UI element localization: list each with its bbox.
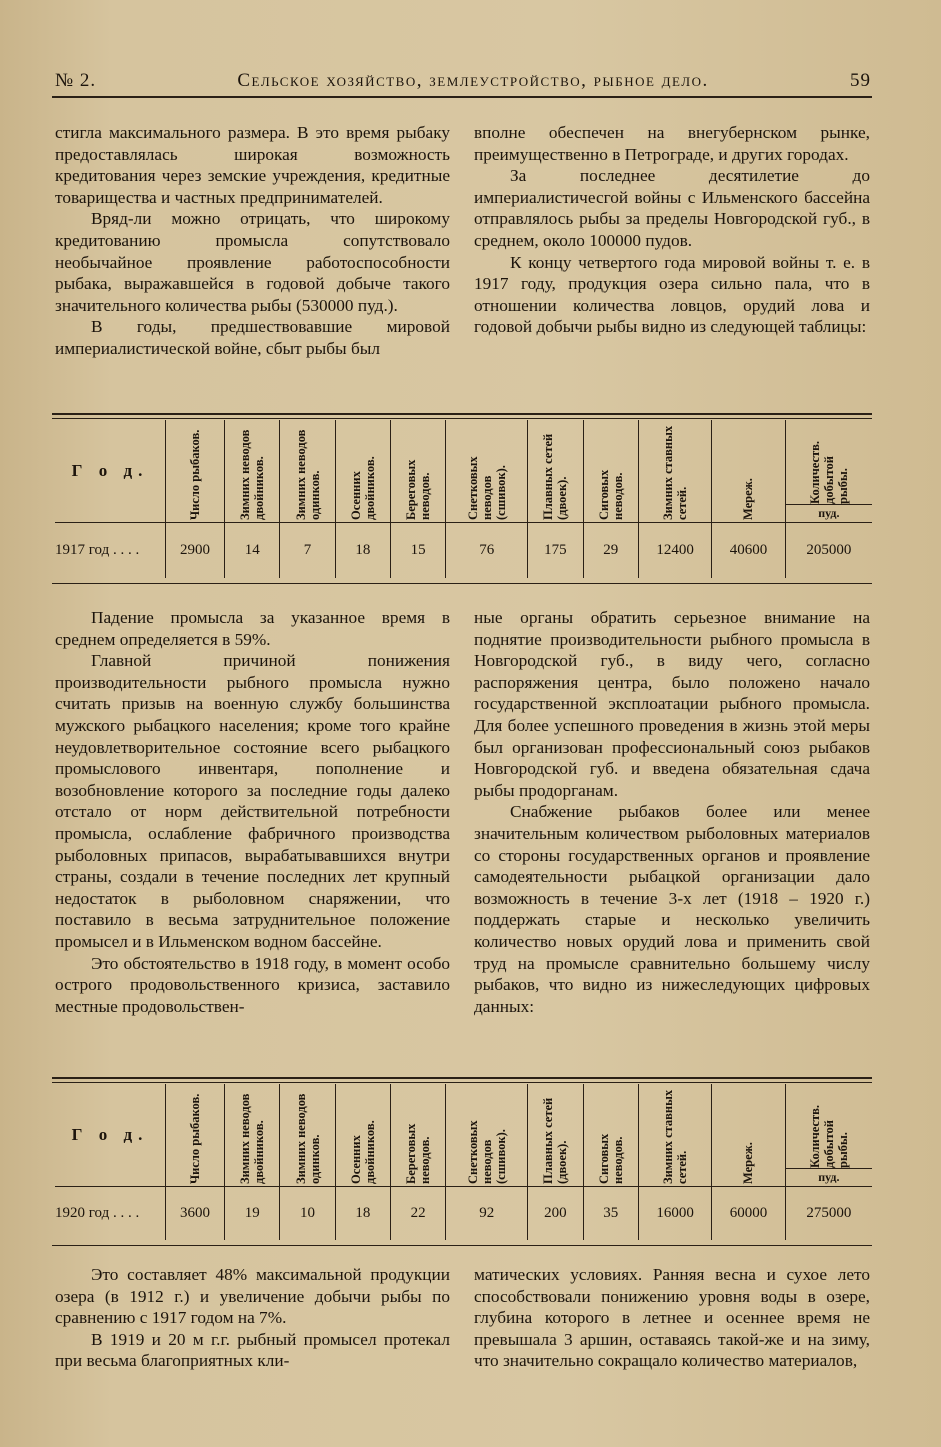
- column-header-smelt-nets: Снетковых неводов (сшивок).: [446, 1084, 528, 1186]
- paragraph: Вряд-ли можно отрицать, что широкому кредитованию промысла сопутствовало необычайное проявление работоспособности рыбака, выражавшейся в годовой добыче такого значительного количества рыбы (530000 пуд.).: [55, 209, 450, 315]
- text-column-left-1: [55, 122, 450, 360]
- cell: 7: [280, 522, 335, 578]
- paragraph: В годы, предшествовавшие мировой империалистической войне, сбыт рыбы был: [55, 317, 450, 358]
- row-label: 1920 год . . . .: [55, 1204, 140, 1221]
- cell: 12400: [638, 522, 711, 578]
- page-header: [55, 70, 871, 92]
- cell: 15: [391, 522, 446, 578]
- header-rule: [52, 96, 872, 98]
- text-column-left-3: [55, 1264, 450, 1372]
- table-bottom-rule: [52, 583, 872, 584]
- column-header-winter-double-nets: Зимних неводов двойников.: [225, 1084, 280, 1186]
- column-header-year: Г о д.: [55, 420, 166, 522]
- text-column-right-1: [474, 122, 870, 338]
- cell: 18: [335, 522, 390, 578]
- cell: 275000: [785, 1186, 872, 1240]
- paragraph: вполне обеспечен на внегубернском рынке, преимущественно в Петрограде, и других городах.: [474, 123, 870, 164]
- paragraph: ные органы обратить серьезное внимание на поднятие производительности рыбного промысла в Новгородской губ., в виду чего, согласно распоряжения центра, было положено начало государственной эксплоатации рыбного промысла. Для более успешного проведения в жизнь этой меры был организован профессиональный союз рыбаков Новгородской губ. и введена обязательная сдача рыбы продорганам.: [474, 608, 870, 800]
- table-top-rule-thin: [52, 1082, 872, 1083]
- column-header-shore-nets: Береговых неводов.: [391, 420, 446, 522]
- cell: 14: [225, 522, 280, 578]
- text-column-right-3: [474, 1264, 870, 1372]
- table-top-rule-thin: [52, 418, 872, 419]
- cell: 205000: [785, 522, 872, 578]
- column-header-whitefish-nets: Сиговых неводов.: [583, 1084, 638, 1186]
- paragraph: За последнее десятилетие до империалистичесгой войны с Ильменского бассейна отправлялось рыбы за пределы Новгородской губ., в среднем, около 100000 пудов.: [474, 166, 870, 250]
- cell: 76: [446, 522, 528, 578]
- table-top-rule: [52, 1077, 872, 1079]
- text-column-left-2: [55, 607, 450, 1017]
- column-header-winter-single-nets: Зимних неводов одинков.: [280, 1084, 335, 1186]
- row-label: 1917 год . . . .: [55, 541, 140, 558]
- column-header-smelt-nets: Снетковых неводов (сшивок).: [446, 420, 528, 522]
- cell: 19: [225, 1186, 280, 1240]
- cell: 18: [335, 1186, 390, 1240]
- running-title: Сельское хозяйство, землеустройство, рыбное дело.: [237, 70, 709, 91]
- unit-label: пуд.: [786, 504, 872, 521]
- table-top-rule: [52, 413, 872, 415]
- cell: 40600: [712, 522, 785, 578]
- paragraph: Это составляет 48% максимальной продукции озера (в 1912 г.) и увеличение добычи рыбы по сравнению с 1917 годом на 7%.: [55, 1265, 450, 1328]
- table-row: [55, 1186, 872, 1240]
- column-header-traps: Мереж.: [712, 1084, 785, 1186]
- issue-number: № 2.: [55, 70, 97, 91]
- cell: 10: [280, 1186, 335, 1240]
- column-header-drift-nets: Плавных сетей (двоек).: [528, 1084, 583, 1186]
- cell: 200: [528, 1186, 583, 1240]
- column-header-shore-nets: Береговых неводов.: [391, 1084, 446, 1186]
- column-header-autumn-doubles: Осенних двойников.: [335, 1084, 390, 1186]
- cell: 2900: [166, 522, 225, 578]
- cell: 29: [583, 522, 638, 578]
- column-header-fishermen: Число рыбаков.: [166, 420, 225, 522]
- cell: 16000: [638, 1186, 711, 1240]
- column-header-fish-catch: Количеств. добытой рыбы. пуд.: [785, 420, 872, 522]
- paragraph: матических условиях. Ранняя весна и сухое лето способствовали понижению уровня воды в озере, глубина которого в летнее и осеннее время не превышала 3 аршин, оставаясь такой-же и на зиму, что значительно сокращало количество материалов,: [474, 1265, 870, 1371]
- paragraph: Это обстоятельство в 1918 году, в момент особо острого продовольственного кризиса, заставило местные продовольствен-: [55, 953, 450, 1016]
- table-1917: [55, 420, 872, 578]
- column-header-winter-set-nets: Зимних ставных сетей.: [638, 1084, 711, 1186]
- table-bottom-rule: [52, 1245, 872, 1246]
- column-header-whitefish-nets: Сиговых неводов.: [583, 420, 638, 522]
- cell: 22: [391, 1186, 446, 1240]
- column-header-fish-catch: Количеств. добытой рыбы. пуд.: [785, 1084, 872, 1186]
- text-column-right-2: [474, 607, 870, 1017]
- column-header-winter-single-nets: Зимних неводов одинков.: [280, 420, 335, 522]
- column-header-autumn-doubles: Осенних двойников.: [335, 420, 390, 522]
- column-header-winter-double-nets: Зимних неводов двойников.: [225, 420, 280, 522]
- paragraph: В 1919 и 20 м г.г. рыбный промысел протекал при весьма благоприятных кли-: [55, 1329, 450, 1371]
- column-header-year: Г о д.: [55, 1084, 166, 1186]
- paragraph: Падение промысла за указанное время в среднем определяется в 59%.: [55, 608, 450, 649]
- cell: 175: [528, 522, 583, 578]
- paragraph: Снабжение рыбаков более или менее значительным количеством рыболовных материалов со стороны государственных органов и проявление самодеятельности рыбацкой организации дало возможность в течение 3-х лет (1918 – 1920 г.) поддержать старые и несколько увеличить количество новых орудий лова и применить свой труд на промысле сравнительно большему числу рыбаков, что видно из нижеследующих цифровых данных:: [474, 802, 870, 1016]
- unit-label: пуд.: [786, 1168, 872, 1185]
- cell: 3600: [166, 1186, 225, 1240]
- cell: 92: [446, 1186, 528, 1240]
- table-1920: [55, 1084, 872, 1240]
- page-number: 59: [849, 70, 871, 91]
- column-header-winter-set-nets: Зимних ставных сетей.: [638, 420, 711, 522]
- column-header-traps: Мереж.: [712, 420, 785, 522]
- paragraph: стигла максимального размера. В это время рыбаку предоставлялась широкая возможность кредитования через земские учреждения, кредитные товарищества и частных предпринимателей.: [55, 123, 450, 207]
- table-row: [55, 522, 872, 578]
- paragraph: К концу четвертого года мировой войны т. е. в 1917 году, продукция озера сильно пала, что в отношении количества ловцов, орудий лова и годовой добычи рыбы видно из следующей таблицы:: [474, 252, 870, 337]
- cell: 35: [583, 1186, 638, 1240]
- column-header-fishermen: Число рыбаков.: [166, 1084, 225, 1186]
- paragraph: Главной причиной понижения производительности рыбного промысла нужно считать призыв на военную службу большинства мужского рыбацкого населения; кроме того крайне неудовлетворительное состояние всего рыбацкого промыслового инвентаря, пополнение и возобновление которого за последние годы далеко отстало от норм действительной потребности промысла, ослабление фабричного производства рыболовных припасов, вырабатывавшихся внутри страны, создали в течение последних лет крупный недостаток в рыболовном снаряжении, что поставило в весьма затруднительное положение промысел и в Ильменском водном бассейне.: [55, 651, 450, 951]
- column-header-drift-nets: Плавных сетей (двоек).: [528, 420, 583, 522]
- cell: 60000: [712, 1186, 785, 1240]
